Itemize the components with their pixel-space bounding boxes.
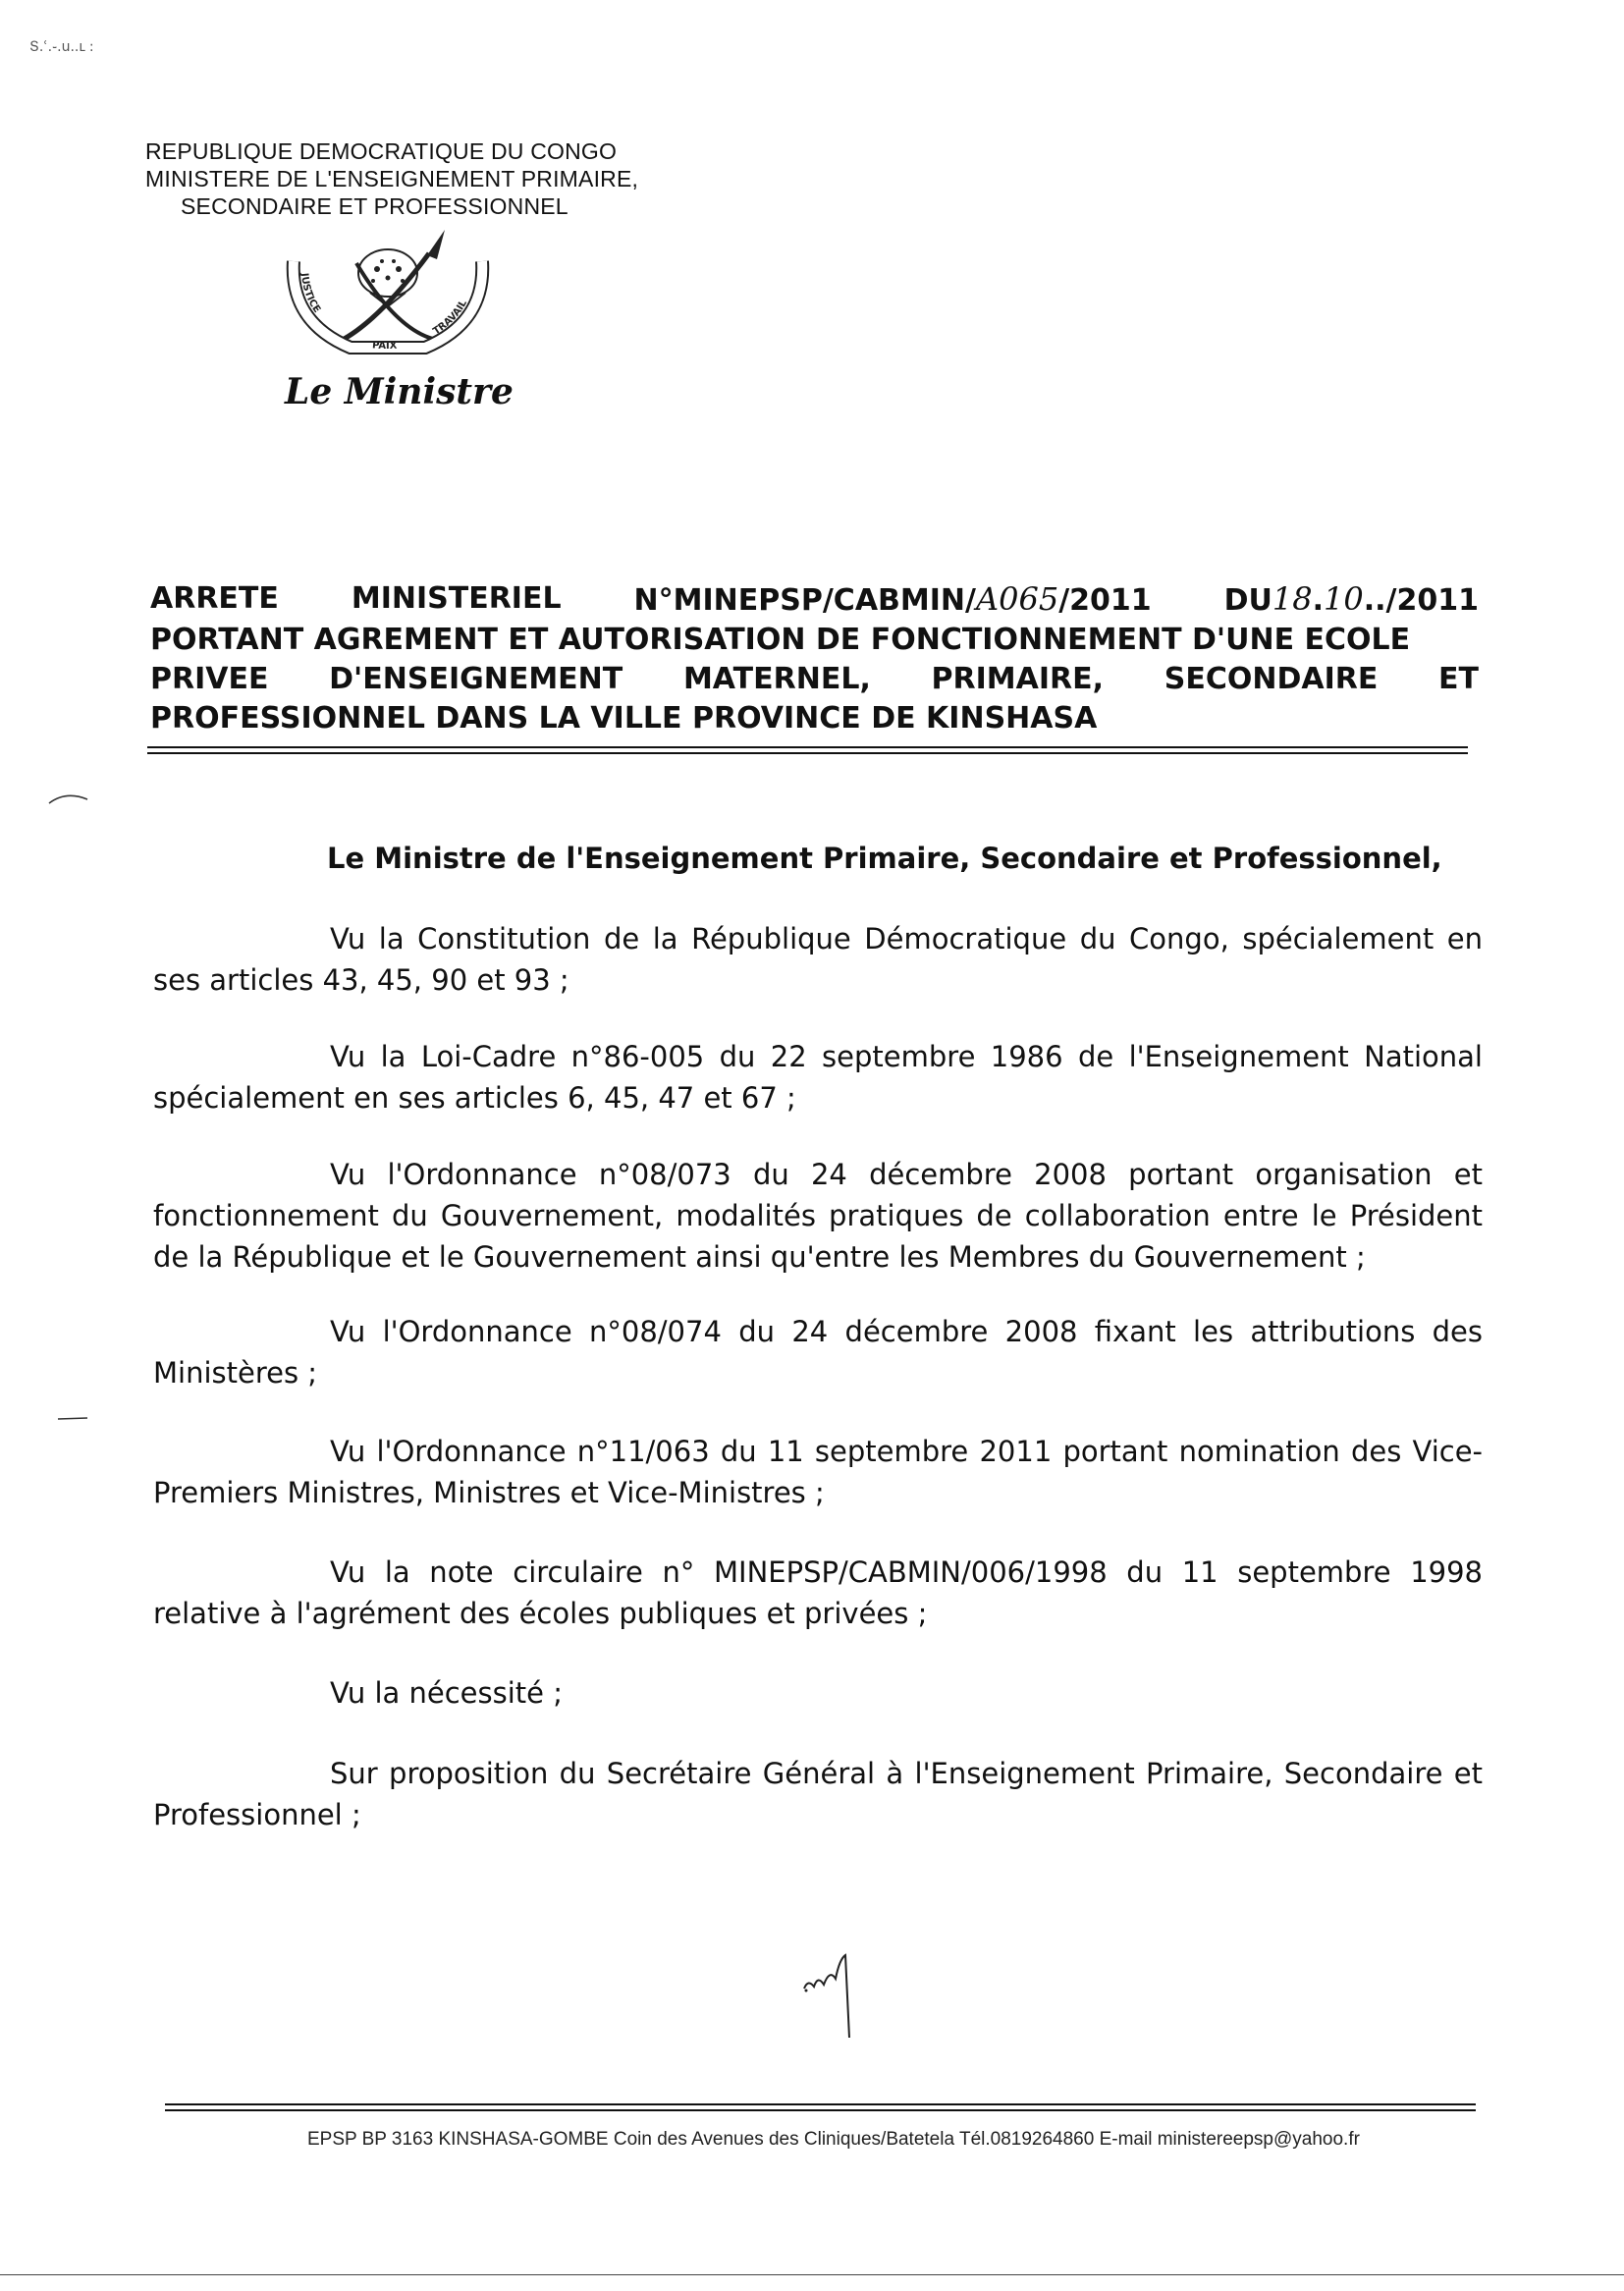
motto-bottom: PAIX (371, 340, 398, 353)
title-word: PRIMAIRE, (931, 662, 1105, 696)
paragraph-note-circulaire: Vu la note circulaire n° MINEPSP/CABMIN/006/1998 du 11 septembre 1998 relative à l'agrément des écoles publiques et privées ; (153, 1555, 1483, 1630)
minister-heading: Le Ministre de l'Enseignement Primaire, Secondaire et Professionnel, (327, 842, 1442, 875)
title-reference (634, 579, 1152, 621)
paragraph-proposition: Sur proposition du Secrétaire Général à l'Enseignement Primaire, Secondaire et Professionnel ; (153, 1757, 1483, 1831)
motto-left: JUSTICE (298, 272, 323, 315)
letterhead (145, 137, 638, 220)
title-word: MATERNEL, (682, 662, 871, 696)
letterhead-ministry-cont: SECONDAIRE ET PROFESSIONNEL (181, 193, 568, 219)
title-word: PRIVEE (150, 662, 269, 696)
scan-mark-top-left: Տ.ՙ.֊.ս..ւ : (29, 39, 94, 55)
handwritten-ref-number: A065 (976, 580, 1059, 618)
svg-text:PAIX (372, 340, 398, 352)
paragraph-ordonnance-08-073: Vu l'Ordonnance n°08/073 du 24 décembre 2008 portant organisation et fonctionnement du Gouvernement, modalités pratiques de collaboration entre le Président de la République et le Gouvernement ainsi qu'entre les Membres du Gouvernement ; (153, 1158, 1483, 1274)
paragraph-ordonnance-11-063: Vu l'Ordonnance n°11/063 du 11 septembre 2011 portant nomination des Vice-Premiers Ministres, Ministres et Vice-Ministres ; (153, 1435, 1483, 1509)
letterhead-ministry: MINISTERE DE L'ENSEIGNEMENT PRIMAIRE, (145, 166, 639, 191)
title-date (1224, 579, 1479, 621)
margin-mark (44, 786, 93, 815)
title-line-3 (150, 660, 1479, 699)
paragraph-constitution: Vu la Constitution de la République Démocratique du Congo, spécialement en ses articles 43, 45, 90 et 93 ; (153, 922, 1483, 997)
signature-title: Le Ministre (285, 371, 514, 412)
letterhead-country: REPUBLIQUE DEMOCRATIQUE DU CONGO (145, 138, 618, 164)
date-year: ../2011 (1363, 583, 1479, 618)
date-separator: . (1312, 583, 1324, 618)
footer-rule (165, 2103, 1476, 2111)
decree-title (150, 579, 1479, 738)
title-line-2 (150, 621, 1479, 660)
ref-prefix: N°MINEPSP/CABMIN/ (633, 583, 976, 618)
coat-of-arms-emblem (280, 224, 496, 361)
handwritten-date-day: 18 (1272, 580, 1313, 618)
handwritten-initials (800, 1949, 859, 2043)
handwritten-date-month: 10 (1324, 580, 1364, 618)
title-word: D'ENSEIGNEMENT (329, 662, 623, 696)
title-word: SECONDAIRE (1164, 662, 1379, 696)
title-line-4 (150, 699, 1479, 738)
motto-right: TRAVAIL (431, 298, 469, 338)
title-line-1 (150, 579, 1479, 621)
title-word-ministeriel: MINISTERIEL (351, 581, 562, 616)
title-line-4-text: PROFESSIONNEL DANS LA VILLE PROVINCE DE KINSHASA (150, 701, 1098, 736)
title-underline (147, 746, 1468, 754)
scan-bottom-edge (0, 2274, 1624, 2275)
ref-year: /2011 (1058, 583, 1152, 618)
title-line-2-text: PORTANT AGREMENT ET AUTORISATION DE FONCTIONNEMENT D'UNE ECOLE (150, 623, 1411, 657)
preamble (153, 918, 1483, 1841)
paragraph-necessite: Vu la nécessité ; (330, 1676, 563, 1710)
footer-contact: EPSP BP 3163 KINSHASA-GOMBE Coin des Avenues des Cliniques/Batetela Tél.0819264860 E-mail ministereepsp@yahoo.fr (307, 2129, 1360, 2150)
margin-mark (54, 1409, 93, 1429)
date-du: DU (1223, 583, 1272, 618)
title-word-arrete: ARRETE (150, 581, 279, 616)
paragraph-loi-cadre: Vu la Loi-Cadre n°86-005 du 22 septembre 1986 de l'Enseignement National spécialement en ses articles 6, 45, 47 et 67 ; (153, 1040, 1483, 1115)
paragraph-ordonnance-08-074: Vu l'Ordonnance n°08/074 du 24 décembre 2008 fixant les attributions des Ministères ; (153, 1315, 1483, 1390)
title-word: ET (1438, 662, 1479, 696)
